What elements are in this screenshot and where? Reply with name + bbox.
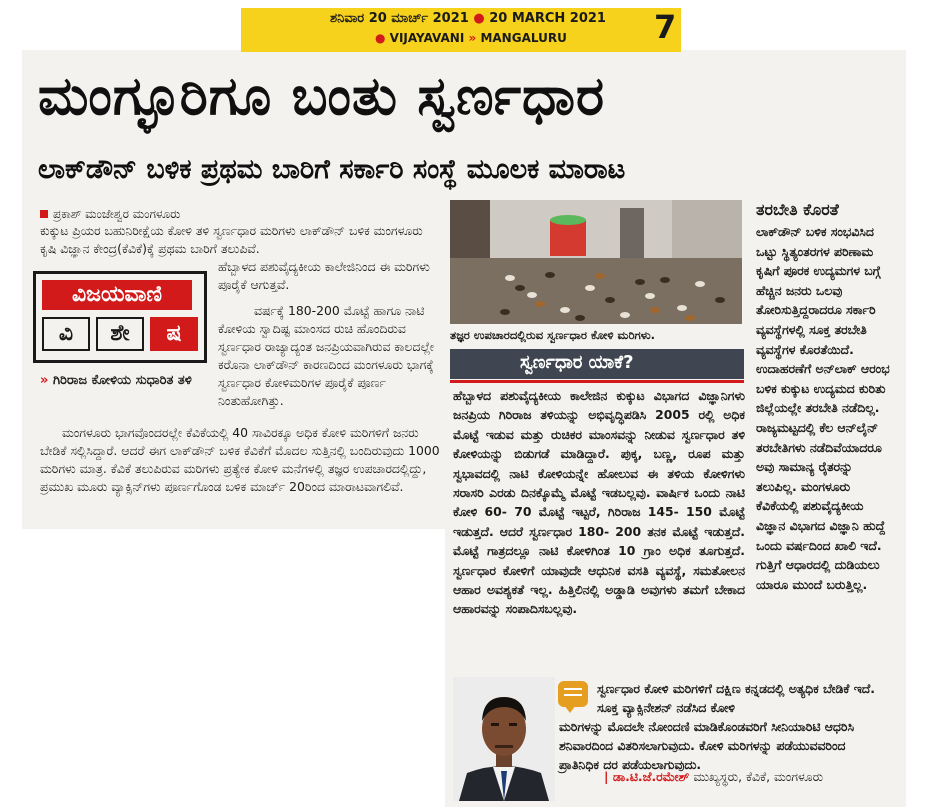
article-paragraph-2: ವರ್ಷಕ್ಕೆ 180-200 ಮೊಟ್ಟೆ ಹಾಗೂ ನಾಟಿ ಕೋಳಿಯ ಸ್ವಾದಿಷ್ಟ ಮಾಂಸದ ರುಚಿ ಹೊಂದಿರುವ ಸ್ವರ್ಣಧಾರ ರಾಜ್ಯಾದ್ಯಂತ ಜನಪ್ರಿಯವಾಗಿರುವ ಕಾಲದಲ್ಲೇ ಕರೊನಾ ಲಾಕ್‌ಡೌನ್ ಕಾರಣದಿಂದ ಮಂಗಳೂರು ಭಾಗಕ್ಕೆ ಸ್ವರ್ಣಧಾರ ಕೋಳಿಮರಿಗಳ ಪೂರೈಕೆ ಪೂರ್ಣ ನಿಂತುಹೋಗಿತ್ತು. <box>218 303 434 408</box>
masthead-paper-name: VIJAYAVANI <box>389 31 465 45</box>
quote-author <box>604 769 823 785</box>
article-paragraph-1: ಹೆಬ್ಬಾಳದ ಪಶುವೈದ್ಯಕೀಯ ಕಾಲೇಜಿನಿಂದ ಈ ಮರಿಗಳು ಪೂರೈಕೆ ಆಗುತ್ತವೆ. <box>218 259 430 292</box>
page-number: 7 <box>654 8 677 46</box>
masthead-date-english: 20 MARCH 2021 <box>489 11 606 26</box>
why-section-title: ಸ್ವರ್ಣಧಾರ ಯಾಕೆ? <box>520 352 634 373</box>
logo-tag-letter: ಶೇ <box>96 317 144 351</box>
training-section-title: ತರಬೇತಿ ಕೊರತೆ <box>756 200 839 219</box>
chevron-right-icon: » <box>40 373 49 388</box>
chicks-photo-image <box>450 200 742 324</box>
quote-bubble-lines <box>564 688 582 700</box>
masthead-paper <box>375 31 567 45</box>
author-portrait <box>453 677 555 801</box>
byline <box>40 207 180 222</box>
logo-brand-name: ವಿಜಯವಾಣಿ <box>42 280 192 310</box>
logo-tag-letter: ವಿ <box>42 317 90 351</box>
training-section-body: ಲಾಕ್‌ಡೌನ್ ಬಳಿಕ ಸಂಭವಿಸಿದ ಒಟ್ಟು ಸ್ಥಿತ್ಯಂತರಗಳ ಪರಿಣಾಮ ಕೃಷಿಗೆ ಪೂರಕ ಉದ್ಯಮಗಳ ಬಗ್ಗೆ ಹೆಚ್ಚಿನ ಜನರು ಒಲವು ತೋರಿಸುತ್ತಿದ್ದರಾದರೂ ಸರ್ಕಾರಿ ವ್ಯವಸ್ಥೆಗಳಲ್ಲಿ ಸೂಕ್ತ ತರಬೇತಿ ವ್ಯವಸ್ಥೆಗಳ ಕೊರತೆಯಿದೆ. ಉದಾಹರಣೆಗೆ ಅನ್‌ಲಾಕ್ ಆರಂಭ ಬಳಿಕ ಕುಕ್ಕುಟ ಉದ್ಯಮದ ಕುರಿತು ಜಿಲ್ಲೆಯಲ್ಲೇ ತರಬೇತಿ ನಡೆದಿಲ್ಲ. ರಾಜ್ಯಮಟ್ಟದಲ್ಲಿ ಕೆಲ ಆನ್‌ಲೈನ್ ತರಬೇತಿಗಳು ನಡೆದಿವೆಯಾದರೂ ಅವು ಸಾಮಾನ್ಯ ರೈತರನ್ನು ತಲುಪಿಲ್ಲ. ಮಂಗಳೂರು ಕೆವಿಕೆಯಲ್ಲಿ ಪಶುವೈದ್ಯಕೀಯ ವಿಜ್ಞಾನ ವಿಭಾಗದ ವಿಜ್ಞಾನಿ ಹುದ್ದೆ ಒಂದು ವರ್ಷದಿಂದ ಖಾಲಿ ಇದೆ. ಗುತ್ತಿಗೆ ಆಧಾರದಲ್ಲಿ ದುಡಿಯಲು ಯಾರೂ ಮುಂದೆ ಬರುತ್ತಿಲ್ಲ. <box>756 224 890 592</box>
bullet-icon: ● <box>473 11 485 26</box>
bullet-icon: ● <box>375 31 386 45</box>
masthead-city: MANGALURU <box>480 31 567 45</box>
quote-lead: ಸ್ವರ್ಣಧಾರ ಕೋಳಿ ಮರಿಗಳಿಗೆ ದಕ್ಷಿಣ ಕನ್ನಡದಲ್ಲಿ ಅತ್ಯಧಿಕ ಬೇಡಿಕೆ ಇದೆ. ಸೂಕ್ತ ವ್ಯಾಕ್ಸಿನೇಶನ್ ನಡೆಸಿದ ಕೋಳಿ <box>597 681 876 715</box>
byline-marker-icon <box>40 210 48 218</box>
quote-text <box>559 679 887 774</box>
chicks-photo <box>450 200 742 324</box>
why-section-body: ಹೆಬ್ಬಾಳದ ಪಶುವೈದ್ಯಕೀಯ ಕಾಲೇಜಿನ ಕುಕ್ಕುಟ ವಿಭಾಗದ ವಿಜ್ಞಾನಿಗಳು ಜನಪ್ರಿಯ ಗಿರಿರಾಜ ತಳಿಯನ್ನು ಅಭಿವೃದ್ಧಿಪಡಿಸಿ 2005 ರಲ್ಲಿ ಅಧಿಕ ಮೊಟ್ಟೆ ಇಡುವ ಮತ್ತು ರುಚಿಕರ ಮಾಂಸವನ್ನು ನೀಡುವ ಸ್ವರ್ಣಧಾರ ತಳಿ ಕೋಳಿಯನ್ನು ಬಿಡುಗಡೆ ಮಾಡಿದ್ದಾರೆ. ಪುಕ್ಕ, ಬಣ್ಣ, ರೂಪ ಮತ್ತು ಸ್ವಭಾವದಲ್ಲಿ ನಾಟಿ ಕೋಳಿಯನ್ನೇ ಹೋಲುವ ಈ ತಳಿಯ ಕೋಳಿಗಳು ಸರಾಸರಿ ಎರಡು ದಿನಕ್ಕೊಮ್ಮೆ ಮೊಟ್ಟೆ ಇಡಬಲ್ಲವು. ವಾರ್ಷಿಕ ಒಂದು ನಾಟಿ ಕೋಳಿ 60- 70 ಮೊಟ್ಟೆ ಇಟ್ಟರೆ, ಗಿರಿರಾಜ 145- 150 ಮೊಟ್ಟೆ ಇಡುತ್ತದೆ. ಆದರೆ ಸ್ವರ್ಣಧಾರ 180- 200 ತನಕ ಮೊಟ್ಟೆ ಇಡುತ್ತದೆ. ಮೊಟ್ಟೆ ಗಾತ್ರದಲ್ಲೂ ನಾಟಿ ಕೋಳಿಗಿಂತ 10 ಗ್ರಾಂ ಅಧಿಕ ತೂಗುತ್ತದೆ. ಸ್ವರ್ಣಧಾರ ಕೋಳಿಗೆ ಯಾವುದೇ ಆಧುನಿಕ ವಸತಿ ವ್ಯವಸ್ಥೆ, ಸಮತೋಲನ ಆಹಾರ ಅವಶ್ಯಕತೆ ಇಲ್ಲ. ಹಿತ್ತಿಲಿನಲ್ಲಿ ಅಡ್ಡಾಡಿ ಅವುಗಳು ತಮಗೆ ಬೇಕಾದ ಆಹಾರವನ್ನು ಸಂಪಾದಿಸಬಲ್ಲವು. <box>453 388 745 617</box>
article-paragraph-3: ಮಂಗಳೂರು ಭಾಗವೊಂದರಲ್ಲೇ ಕೆವಿಕೆಯಲ್ಲಿ 40 ಸಾವಿರಕ್ಕೂ ಅಧಿಕ ಕೋಳಿ ಮರಿಗಳಿಗೆ ಜನರು ಬೇಡಿಕೆ ಸಲ್ಲಿಸಿದ್ದಾರೆ. ಆದರೆ ಈಗ ಲಾಕ್‌ಡೌನ್ ಬಳಿಕ ಕೆವಿಕೆಗೆ ಮೊದಲ ಸುತ್ತಿನಲ್ಲಿ ಬಂದಿರುವುದು 1000 ಮರಿಗಳು ಮಾತ್ರ. ಕೆವಿಕೆ ತಲುಪಿರುವ ಮರಿಗಳು ಪ್ರತ್ಯೇಕ ಕೋಳಿ ಮನೆಗಳಲ್ಲಿ ತಜ್ಞರ ಉಪಚಾರದಲ್ಲಿದ್ದು, ಪ್ರಮುಖ ಮೂರು ವ್ಯಾಕ್ಸಿನ್‌ಗಳು ಪೂರ್ಣಗೊಂಡ ಬಳಿಕ ಮಾರ್ಚ್ 20ರಿಂದ ಮಾರಾಟವಾಗಲಿವೆ. <box>40 425 440 494</box>
masthead-date <box>330 11 606 26</box>
section-banner-underline <box>450 380 744 383</box>
quote-author-name: | ಡಾ.ಟಿ.ಜೆ.ರಮೇಶ್ <box>604 769 690 784</box>
related-link-text: ಗಿರಿರಾಜ ಕೋಳಿಯ ಸುಧಾರಿತ ತಳಿ <box>52 373 192 388</box>
masthead-date-kannada: ಶನಿವಾರ 20 ಮಾರ್ಚ್ 2021 <box>330 11 469 26</box>
related-link <box>40 371 210 391</box>
author-portrait-image <box>453 677 555 801</box>
chevron-right-icon: » <box>468 31 477 45</box>
vijayavani-vishesha-logo <box>33 271 207 363</box>
subheadline: ಲಾಕ್‌ಡೌನ್ ಬಳಿಕ ಪ್ರಥಮ ಬಾರಿಗೆ ಸರ್ಕಾರಿ ಸಂಸ್ಥೆ ಮೂಲಕ ಮಾರಾಟ <box>38 154 626 185</box>
quote-author-name-text: ಡಾ.ಟಿ.ಜೆ.ರಮೇಶ್ <box>612 769 690 784</box>
quote-author-title: ಮುಖ್ಯಸ್ಥರು, ಕೆವಿಕೆ, ಮಂಗಳೂರು <box>693 769 824 784</box>
logo-tag <box>42 317 198 351</box>
byline-text: ಪ್ರಕಾಶ್ ಮಂಜೇಶ್ವರ ಮಂಗಳೂರು <box>53 207 181 221</box>
article-intro: ಕುಕ್ಕುಟ ಪ್ರಿಯರ ಬಹುನಿರೀಕ್ಷೆಯ ಕೋಳಿ ತಳಿ ಸ್ವರ್ಣಧಾರ ಮರಿಗಳು ಲಾಕ್‌ಡೌನ್ ಬಳಿಕ ಮಂಗಳೂರು ಕೃಷಿ ವಿಜ್ಞಾನ ಕೇಂದ್ರ(ಕೆವಿಕೆ)ಕ್ಕೆ ಪ್ರಥಮ ಬಾರಿಗೆ ತಲುಪಿವೆ. <box>40 223 423 256</box>
logo-tag-letter: ಷ <box>150 317 198 351</box>
headline: ಮಂಗ್ಳೂರಿಗೂ ಬಂತು ಸ್ವರ್ಣಧಾರ <box>38 66 606 127</box>
photo-caption: ತಜ್ಞರ ಉಪಚಾರದಲ್ಲಿರುವ ಸ್ವರ್ಣಧಾರ ಕೋಳಿ ಮರಿಗಳು. <box>450 328 656 342</box>
quote-rest: ಮರಿಗಳನ್ನು ಮೊದಲೇ ನೋಂದಣಿ ಮಾಡಿಕೊಂಡವರಿಗೆ ಸೀನಿಯಾರಿಟಿ ಆಧರಿಸಿ ಶನಿವಾರದಿಂದ ವಿತರಿಸಲಾಗುವುದು. ಕೋಳಿ ಮರಿಗಳನ್ನು ಪಡೆಯುವವರಿಂದ ಪ್ರಾತಿನಿಧಿಕ ದರ ಪಡೆಯಲಾಗುವುದು. <box>559 719 855 772</box>
